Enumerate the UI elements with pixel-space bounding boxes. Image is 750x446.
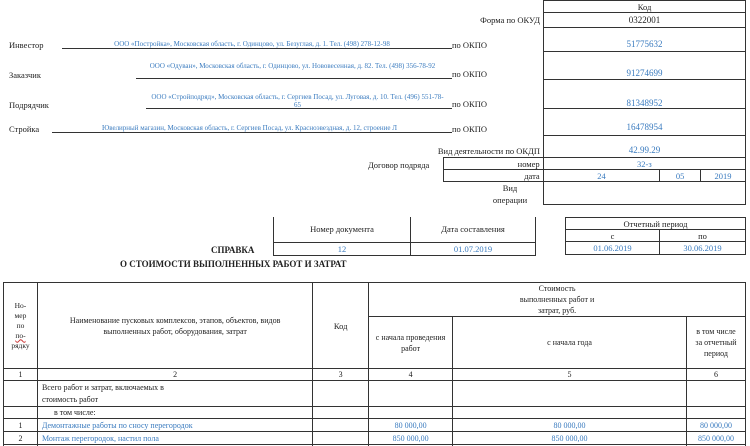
operation-type-label-line2: операции: [492, 195, 528, 205]
total-code: [313, 381, 369, 407]
document-date-header: Дата составления: [411, 217, 536, 242]
construction-site-underline: [52, 132, 452, 133]
code-column-top-line: [543, 0, 746, 1]
investor-label: Инвестор: [9, 40, 44, 50]
col-number-1: 1: [4, 369, 38, 381]
including-row: [4, 407, 746, 419]
col-number-4: 4: [369, 369, 453, 381]
row-from-year: 80 000,00: [453, 419, 687, 432]
code-column-line: [543, 135, 746, 136]
total-label: [37, 381, 312, 407]
customer-underline: [136, 78, 452, 79]
row-num: 1: [4, 419, 38, 432]
construction-site-value: Ювелирный магазин, Московская область, г. Сергиев Посад, ул. Красноэвездная, д. 12, строение Л: [102, 124, 397, 132]
contractor-value: ООО «Стройподряд», Московская область, г. Сергиев Посад, ул. Луговая, д. 10. Тел. (496) 551-78-65: [151, 93, 444, 109]
row-from-start: 80 000,00: [369, 419, 453, 432]
customer-okpo-label: по ОКПО: [452, 69, 488, 79]
row-name: Демонтажные работы по сносу перегородок: [37, 419, 312, 432]
header-from-year: с начала года: [453, 317, 687, 369]
code-column-line: [543, 12, 746, 13]
header-number-line: мер: [14, 310, 27, 320]
total-from-year: [453, 381, 687, 407]
period-from-value: 01.06.2019: [566, 242, 660, 255]
header-number-line: по-: [15, 330, 26, 340]
document-number-header: Номер документа: [274, 217, 411, 242]
code-column-line: [543, 108, 746, 109]
investor-okpo-label: по ОКПО: [452, 40, 488, 50]
okdp-value: 42.99.29: [628, 145, 661, 155]
code-column-line: [543, 27, 746, 28]
document-info-table: [273, 217, 536, 256]
header-from-start: с начала проведения работ: [369, 317, 453, 369]
col-number-2: 2: [37, 369, 312, 381]
contractor-okpo-label: по ОКПО: [452, 99, 488, 109]
contractor-underline: [146, 108, 452, 109]
period-from-label: с: [566, 230, 660, 242]
total-period: [686, 381, 745, 407]
total-row: [4, 381, 746, 407]
row-num: 2: [4, 432, 38, 445]
contract-label: Договор подряда: [368, 160, 430, 170]
header-name: Наименование пусковых комплексов, этапов, объектов, видов выполненных работ, оборудования, затрат: [37, 283, 312, 369]
reporting-period-table: [565, 217, 746, 255]
period-to-value: 30.06.2019: [660, 242, 746, 255]
investor-okpo-value: 51775632: [626, 39, 663, 49]
row-period: 80 000,00: [686, 419, 745, 432]
col-number-6: 6: [686, 369, 745, 381]
header-period: в том числе за отчетный период: [686, 317, 745, 369]
customer-value: ООО «Одуван», Московская область, г. Одинцово, ул. Нововесенная, д. 82. Тел. (498) 356-78-92: [149, 62, 436, 70]
period-to-label: по: [660, 230, 746, 242]
contract-date-year: 2019: [701, 170, 746, 182]
works-table: [3, 282, 746, 446]
contractor-label: Подрядчик: [9, 100, 49, 110]
investor-underline: [62, 48, 452, 49]
contract-date-day: 24: [543, 170, 660, 182]
row-period: 850 000,00: [686, 432, 745, 445]
table-row: [4, 432, 746, 445]
code-header: Код: [637, 2, 652, 12]
operation-type-label-line1: Вид: [502, 183, 518, 193]
including-label: в том числе:: [37, 407, 312, 419]
reporting-period-header: Отчетный период: [566, 218, 746, 230]
contract-number-label: номер: [444, 158, 544, 170]
operation-type-label: [475, 182, 545, 206]
operation-type-value: [543, 181, 746, 205]
form-okud-label: Форма по ОКУД: [480, 15, 540, 25]
document-date-value: 01.07.2019: [411, 242, 536, 255]
code-column-line: [543, 79, 746, 80]
document-subtitle: О СТОИМОСТИ ВЫПОЛНЕННЫХ РАБОТ И ЗАТРАТ: [120, 259, 347, 269]
contractor-okpo-value: 81348952: [626, 98, 663, 108]
row-code: [313, 419, 369, 432]
code-column-line: [543, 51, 746, 52]
customer-okpo-value: 91274699: [626, 68, 663, 78]
header-number-line: рядку: [11, 340, 30, 350]
investor-value: ООО «Постройка», Московская область, г. Одинцово, ул. Безуглая, д. 1. Тел. (498) 278-12-98: [114, 40, 390, 48]
row-name: Монтаж перегородок, настил пола: [37, 432, 312, 445]
col-number-5: 5: [453, 369, 687, 381]
contract-date-label: дата: [444, 170, 544, 182]
contract-date-month: 05: [660, 170, 701, 182]
total-from-start: [369, 381, 453, 407]
header-number-line: по: [16, 320, 25, 330]
header-number: [4, 283, 38, 369]
construction-site-label: Стройка: [9, 124, 40, 134]
total-label-line1: Всего работ и затрат, включаемых в: [41, 382, 164, 392]
header-number-line: Но-: [14, 300, 27, 310]
row-from-year: 850 000,00: [453, 432, 687, 445]
document-number-value: 12: [274, 242, 411, 255]
header-code: Код: [313, 283, 369, 369]
contract-number-value: 32-з: [543, 158, 745, 170]
total-label-line2: стоимость работ: [41, 394, 99, 404]
form-okud-value: 0322001: [628, 15, 661, 25]
col-number-3: 3: [313, 369, 369, 381]
document-title: СПРАВКА: [211, 245, 255, 255]
construction-site-okpo-label: по ОКПО: [452, 124, 488, 134]
table-row: [4, 419, 746, 432]
total-num: [4, 381, 38, 407]
row-code: [313, 432, 369, 445]
contract-table: [443, 157, 746, 182]
okdp-label: Вид деятельности по ОКДП: [437, 146, 540, 156]
header-cost-group: Стоимость выполненных работ и затрат, руб.: [369, 283, 746, 317]
construction-site-okpo-value: 16478954: [626, 122, 663, 132]
customer-label: Заказчик: [9, 70, 41, 80]
row-from-start: 850 000,00: [369, 432, 453, 445]
